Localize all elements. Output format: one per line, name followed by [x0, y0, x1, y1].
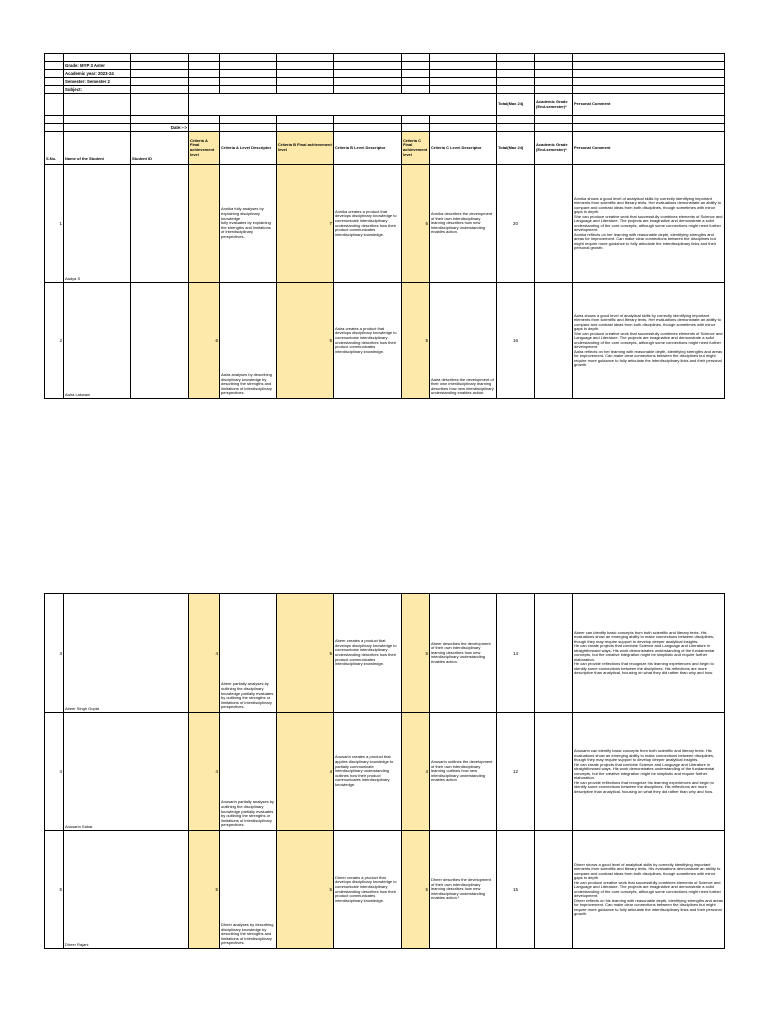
col-name: Name of the Student: [64, 132, 131, 165]
row-name: Anusarin Sahar: [64, 713, 189, 831]
row-name: Dheer Rajani: [64, 831, 189, 949]
row-crit-c: 5: [402, 831, 430, 949]
row-crit-c: 6: [402, 165, 430, 283]
row-crit-a-desc: Dheer analyses by describing disciplinary knowledge by describing the strengths and limitations of interdisciplinary perspectives.: [220, 831, 277, 949]
grades-table-top: [44, 53, 725, 399]
row-crit-a: [189, 165, 220, 283]
col-grade: Academic Grade (End-semester)*: [535, 132, 573, 165]
col-crit-b-desc: Criteria B Level Descriptor: [334, 132, 402, 165]
row-grade: [535, 283, 573, 399]
col-crit-c-desc: Criteria C Level Descriptor: [430, 132, 497, 165]
row-comment: Annika shows a good level of analytical skills by correctly identifying important elements from scientific and literary texts. Her evaluations demonstrate an ability to compare and contrast ideas from both disciplines, though sometimes with minor gaps in depth. She can produce creative work that successfully combines elements of Science and Language and Literature. The projects are imaginative and demonstrate a solid understanding of the core concepts, although some connections might need further development. Annika reflects on her learning with reasonable depth, identifying strengths and areas for improvement. Can make clear connections between the disciplines but might require more guidance to fully articulate the interdisciplinary links and their personal growth.: [573, 165, 725, 283]
row-grade: [535, 594, 573, 713]
row-crit-a-desc: Aaira analyses by describing disciplinary knowledge by describing the strengths and limitations of interdisciplinary perspectives.: [220, 283, 277, 399]
header-comment: Personal Comment: [573, 94, 725, 116]
table-row: [45, 831, 725, 949]
header-grade: Academic Grade (End-semester)*: [535, 94, 573, 116]
row-sno: 2: [45, 283, 64, 399]
col-crit-a: Criteria A Final achievement level: [189, 132, 220, 165]
row-crit-b: 5: [277, 831, 334, 949]
table-row: [45, 713, 725, 831]
row-sno: 5: [45, 831, 64, 949]
col-student-id: Student ID: [131, 132, 189, 165]
semester-label: Semester: Semester 2: [64, 78, 131, 86]
row-name: Aadya S: [64, 165, 131, 283]
row-crit-b: 7: [277, 165, 334, 283]
col-sno: S.No.: [45, 132, 64, 165]
row-sno: 3: [45, 594, 64, 713]
row-crit-c-desc: Anusarin outlines the development of their own interdisciplinary learning outlines how new interdisciplinary understanding enables action: [430, 713, 497, 831]
row-crit-c-desc: Dheer describes the development of their own interdisciplinary learning describes how new interdisciplinary understanding enables action.*: [430, 831, 497, 949]
row-student-id: [131, 165, 189, 283]
row-crit-a-desc: Anusarin partially analyses by outlining the disciplinary knowledge partially evaluates by outlining the strengths or limitations of interdisciplinary perspectives.: [220, 713, 277, 831]
row-crit-b: 5: [277, 283, 334, 399]
row-name: Abeer Singh Gupta: [64, 594, 189, 713]
col-total: Total(Max 24): [497, 132, 535, 165]
row-crit-b: 5: [277, 594, 334, 713]
row-grade: [535, 165, 573, 283]
col-crit-c: Criteria C Final achievement level: [402, 132, 430, 165]
row-total: 14: [497, 594, 535, 713]
row-total: 12: [497, 713, 535, 831]
row-crit-c: 5: [402, 594, 430, 713]
grade-label: Grade: MYP 3 Aster: [64, 62, 131, 70]
row-crit-c-desc: Aaira describes the development of their own interdisciplinary learning describes how new interdisciplinary understanding enables action.: [430, 283, 497, 399]
table-row: [45, 165, 725, 283]
row-grade: [535, 713, 573, 831]
table-row: [45, 594, 725, 713]
row-crit-b: 4: [277, 713, 334, 831]
row-crit-a-desc: Abeer partially analyses by outlining the disciplinary knowledge partially evaluates by outlining the strengths or limitations of interdisciplinary perspectives.: [220, 594, 277, 713]
grades-table-bottom: [44, 593, 725, 949]
date-label: Date:-->: [131, 124, 189, 132]
row-crit-b-desc: Annika creates a product that develops disciplinary knowledge to communicate interdisciplinary understanding describes how their product communicates interdisciplinary knowledge.: [334, 165, 402, 283]
row-crit-b-desc: Anusarin creates a product that applies disciplinary knowledge to partially communicate interdisciplinary understanding outlines how their product communicates interdisciplinary knowledge.: [334, 713, 402, 831]
row-comment: Aaira shows a good level of analytical skills by correctly identifying important elements from scientific and literary texts. Her evaluations demonstrate an ability to compare and contrast ideas from both disciplines, though sometimes with minor gaps in depth. She can produce creative work that successfully combines elements of Science and Language and Literature. The projects are imaginative and demonstrate a solid understanding of the core concepts, although some connections might need further development. Aaira reflects on her learning with reasonable depth, identifying strengths and areas for improvement. Can make clear connections between the disciplines but might require more guidance to fully articulate the interdisciplinary links and their personal growth.: [573, 283, 725, 399]
academic-year-label: Academic year: 2023-24: [64, 70, 131, 78]
row-crit-a: 4: [189, 713, 220, 831]
row-comment: Anusarin can identify basic concepts from both scientific and literary texts. His evaluations show an emerging ability to make connections between disciplines, though they may require support to develop deeper analytical insights. He can create projects that combine Science and Language and Literature in straightforward ways. His work demonstrates understanding of the fundamental concepts, but the creative integration might be simplistic and require further elaboration. He can provide reflections that recognize his learning experiences and begin to identify some connections between the disciplines. His reflections are more descriptive than analytical, focusing on what they did rather than why and how.: [573, 713, 725, 831]
row-crit-b-desc: Aaira creates a product that develops disciplinary knowledge to communicate interdisciplinary understanding describes how their product communicates interdisciplinary knowledge.: [334, 283, 402, 399]
row-crit-a: 6: [189, 283, 220, 399]
subject-label: Subject:: [64, 86, 131, 94]
col-crit-b: Criteria B Final achievement level: [277, 132, 334, 165]
col-comment: Personal Comment: [573, 132, 725, 165]
row-crit-a-desc: Annika fully analyses by explaining disciplinary knowledge fully evaluates by explaining the strengths and limitations of interdisciplinary perspectives.: [220, 165, 277, 283]
col-crit-a-desc: Criteria A Level Descriptor: [220, 132, 277, 165]
row-total: 15: [497, 831, 535, 949]
row-crit-c: 5: [402, 283, 430, 399]
row-name: Aaira Lakwani: [64, 283, 131, 399]
header-total: Total(Max 24): [497, 94, 535, 116]
row-comment: Dheer shows a good level of analytical skills by correctly identifying important elements from scientific and literary texts. His evaluations demonstrate an ability to compare and contrast ideas from both disciplines, though sometimes with minor gaps in depth He can produce creative work that successfully combines elements of Science and Language and Literature. The projects are imaginative and demonstrate a solid understanding of the core concepts, although some connections might need further development. Dheer reflects on his learning with reasonable depth, identifying strengths and areas for improvement. Can make clear connections between the disciplines but might require more guidance to fully articulate the interdisciplinary links and their personal growth.: [573, 831, 725, 949]
row-crit-b-desc: Dheer creates a product that develops disciplinary knowledge to communicate interdisciplinary understanding describes how their product communicates interdisciplinary knowledge.: [334, 831, 402, 949]
row-crit-b-desc: Abeer creates a product that develops disciplinary knowledge to communicate interdisciplinary understanding describes how their product communicates interdisciplinary knowledge.: [334, 594, 402, 713]
row-sno: 1: [45, 165, 64, 283]
row-comment: Abeer can identify basic concepts from both scientific and literary texts. His evaluations show an emerging ability to make connections between disciplines, though they may require support to develop deeper analytical insights. He can create projects that combine Science and Language and Literature in straightforward ways. His work demonstrates understanding of the fundamental concepts, but the creative integration might be simplistic and require further elaboration. He can provide reflections that recognize his learning experiences and begin to identify some connections between the disciplines. His reflections are more descriptive than analytical, focusing on what they did rather than why and how.: [573, 594, 725, 713]
row-crit-c-desc: Annika describes the development of their own interdisciplinary learning describes how new interdisciplinary understanding enables action.: [430, 165, 497, 283]
row-student-id: [131, 283, 189, 399]
row-total: 16: [497, 283, 535, 399]
row-crit-c: 4: [402, 713, 430, 831]
row-crit-a: 5: [189, 831, 220, 949]
row-grade: [535, 831, 573, 949]
table-row: [45, 283, 725, 399]
row-crit-c-desc: Abeer describes the development of their own interdisciplinary learning describes how new interdisciplinary understanding enables action.: [430, 594, 497, 713]
row-sno: 4: [45, 713, 64, 831]
row-total: 20: [497, 165, 535, 283]
row-crit-a: 4: [189, 594, 220, 713]
